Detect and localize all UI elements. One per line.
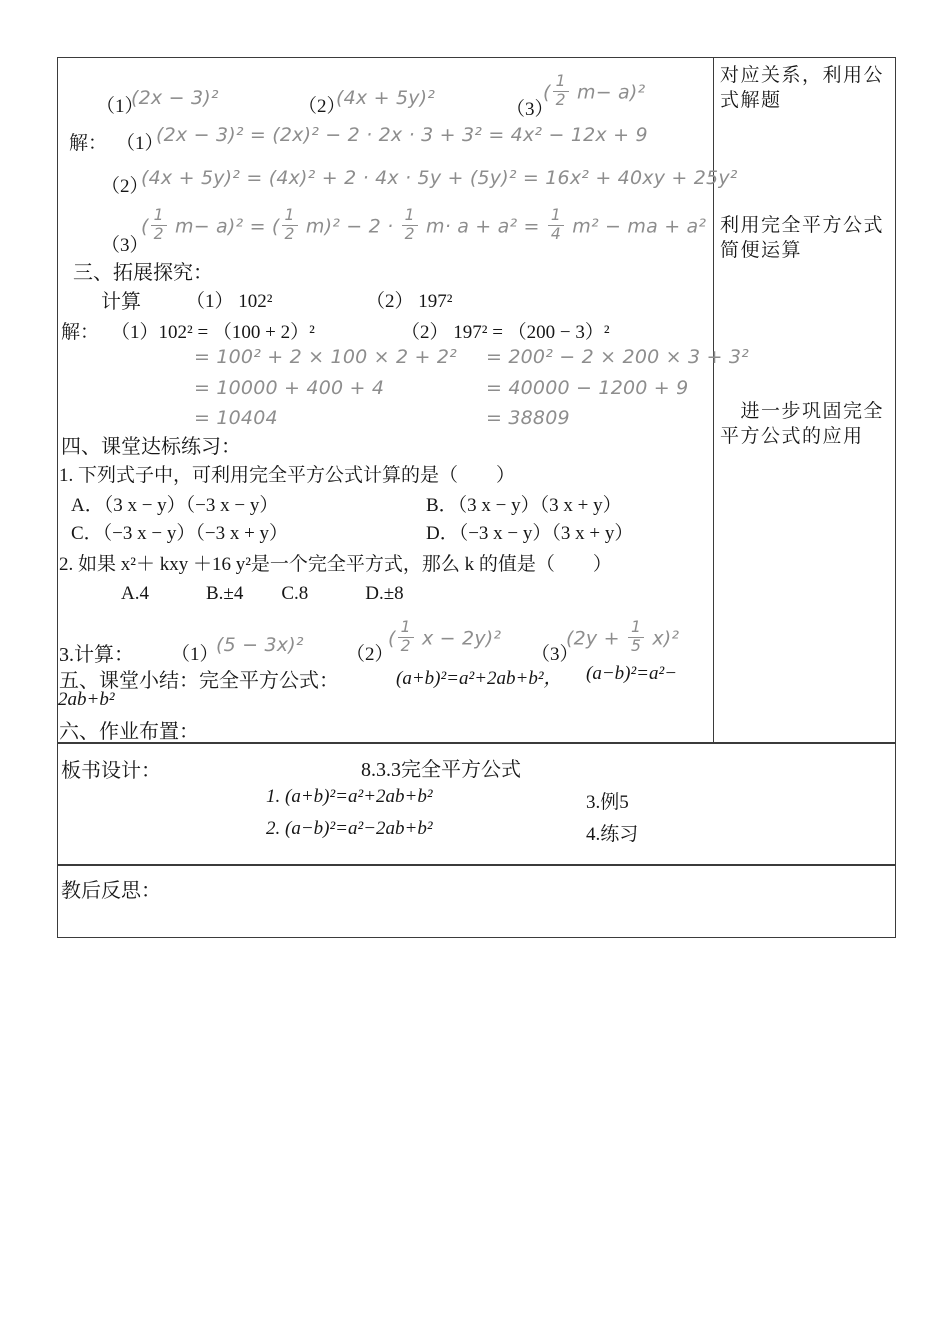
solve-3-formula (141, 206, 707, 244)
quiz-q1-option-a: A．（3 x − y）（−3 x − y） (71, 495, 279, 516)
board-design-label: 板书设计： (61, 760, 161, 782)
explore-step1-left: （1）102² = （100 + 2）² (111, 322, 315, 343)
fraction (402, 208, 418, 242)
content-row (58, 58, 895, 744)
fraction-denominator: 2 (555, 90, 566, 109)
formula-text: (2y + (566, 627, 626, 650)
fraction-denominator: 5 (630, 636, 642, 655)
quiz-q3-item2-formula (388, 618, 502, 656)
fraction-denominator: 2 (404, 224, 415, 243)
summary-formula-2: (a−b)²=a²− (586, 663, 678, 684)
formula-text: ( (543, 81, 551, 104)
fraction (553, 74, 569, 108)
formula-text: m)² − 2 · (299, 215, 400, 238)
quiz-q3-item1-formula: (5 − 3x)² (216, 634, 304, 656)
solve-1-formula: (2x − 3)² = (2x)² − 2 · 2x · 3 + 3² = 4x² − 12x + 9 (156, 124, 648, 146)
fraction (628, 620, 644, 654)
summary-formula-2-wrap: 2ab+b² (58, 689, 115, 710)
quiz-q3-item3-label: （3） (531, 644, 579, 665)
explore-step3-right: = 40000 − 1200 + 9 (486, 377, 689, 399)
section-explore-heading: 三、拓展探究： (73, 262, 213, 284)
solve-2-formula: (4x + 5y)² = (4x)² + 2 · 4x · 5y + (5y)² = 16x² + 40xy + 25y² (141, 167, 738, 189)
sidebar-note-2: 利用完全平方公式简便运算 (720, 215, 885, 261)
quiz-q1-option-b: B．（3 x − y）（3 x + y） (426, 495, 622, 516)
problem-3-formula (543, 72, 646, 110)
lesson-main-cell (58, 58, 749, 743)
board-formula-1: 1. (a+b)²=a²+2ab+b² (266, 786, 433, 807)
fraction-numerator: 1 (151, 208, 167, 226)
fraction (151, 208, 167, 242)
problem-2-label: （2） (298, 96, 346, 117)
problem-3-label: （3） (506, 99, 554, 120)
formula-text: m− a)² = ( (168, 215, 280, 238)
quiz-q3-item2-label: （2） (346, 644, 394, 665)
explore-step2-right: = 200² − 2 × 200 × 3 + 3² (486, 346, 749, 368)
solve-label: 解： (69, 133, 108, 154)
board-title: 8.3.3完全平方公式 (361, 759, 521, 781)
explore-step2-left: = 100² + 2 × 100 × 2 + 2² (194, 346, 457, 368)
formula-text: m² − ma + a² (566, 215, 707, 238)
problem-1-formula: (2x − 3)² (131, 87, 219, 109)
fraction-numerator: 1 (398, 620, 414, 638)
solve-2-label: （2） (101, 176, 149, 197)
fraction-numerator: 1 (402, 208, 418, 226)
formula-text: m− a)² (570, 81, 646, 104)
formula-text: m· a + a² = (419, 215, 546, 238)
fraction-numerator: 1 (553, 74, 569, 92)
fraction (548, 208, 564, 242)
section-summary-label: 五、课堂小结：完全平方公式： (59, 670, 339, 692)
formula-text: x)² (646, 627, 680, 650)
reflection-label: 教后反思： (61, 880, 161, 902)
quiz-q2-options: A.4 B.±4 C.8 D.±8 (121, 583, 404, 604)
explore-problem-1: （1） 102² (186, 291, 273, 312)
quiz-q2: 2. 如果 x²＋ kxy ＋16 y²是一个完全平方式，那么 k 的值是（ ） (59, 554, 612, 575)
quiz-q3-item3-formula (566, 618, 680, 656)
formula-text: ( (388, 627, 396, 650)
problem-2-formula: (4x + 5y)² (336, 87, 436, 109)
board-design-row (58, 744, 895, 866)
fraction-denominator: 2 (284, 224, 295, 243)
fraction-numerator: 1 (282, 208, 298, 226)
explore-problem-2: （2） 197² (366, 291, 453, 312)
quiz-q3-label: 3.计算： (59, 644, 134, 666)
fraction-denominator: 4 (550, 224, 562, 243)
explore-compute-label: 计算 (101, 291, 141, 313)
formula-text: ( (141, 215, 149, 238)
fraction-denominator: 2 (400, 636, 411, 655)
lesson-plan-table (57, 57, 896, 938)
sidebar-notes-cell (715, 58, 895, 742)
section-quiz-heading: 四、课堂达标练习： (61, 436, 241, 458)
fraction (282, 208, 298, 242)
solve-3-label: （3） (101, 235, 149, 256)
explore-result-right: = 38809 (486, 407, 570, 429)
board-formula-2: 2. (a−b)²=a²−2ab+b² (266, 818, 433, 839)
fraction (398, 620, 414, 654)
board-item-practice: 4.练习 (586, 824, 639, 845)
solve-1-label: （1） (116, 133, 164, 154)
explore-result-left: = 10404 (194, 407, 278, 429)
board-item-example: 3.例5 (586, 792, 629, 813)
quiz-q1-option-c: C．（−3 x − y）（−3 x + y） (71, 523, 289, 544)
explore-solve-label: 解： (61, 322, 100, 343)
sidebar-note-1: 对应关系，利用公式解题 (720, 65, 885, 111)
explore-step3-left: = 10000 + 400 + 4 (194, 377, 385, 399)
problem-1-label: （1） (96, 96, 144, 117)
fraction-denominator: 2 (153, 224, 164, 243)
formula-text: x − 2y)² (415, 627, 502, 650)
quiz-q1: 1. 下列式子中，可利用完全平方公式计算的是（ ） (59, 465, 516, 486)
reflection-row (58, 866, 895, 937)
explore-step1-right: （2） 197² = （200 − 3）² (401, 322, 610, 343)
fraction-numerator: 1 (628, 620, 644, 638)
fraction-numerator: 1 (548, 208, 564, 226)
sidebar-note-3: 进一步巩固完全平方公式的应用 (720, 401, 885, 447)
quiz-q3-item1-label: （1） (171, 644, 219, 665)
section-homework-label: 六、作业布置： (59, 721, 199, 743)
quiz-q1-option-d: D．（−3 x − y）（3 x + y） (426, 523, 634, 544)
summary-formula-1: (a+b)²=a²+2ab+b²， (396, 668, 563, 689)
